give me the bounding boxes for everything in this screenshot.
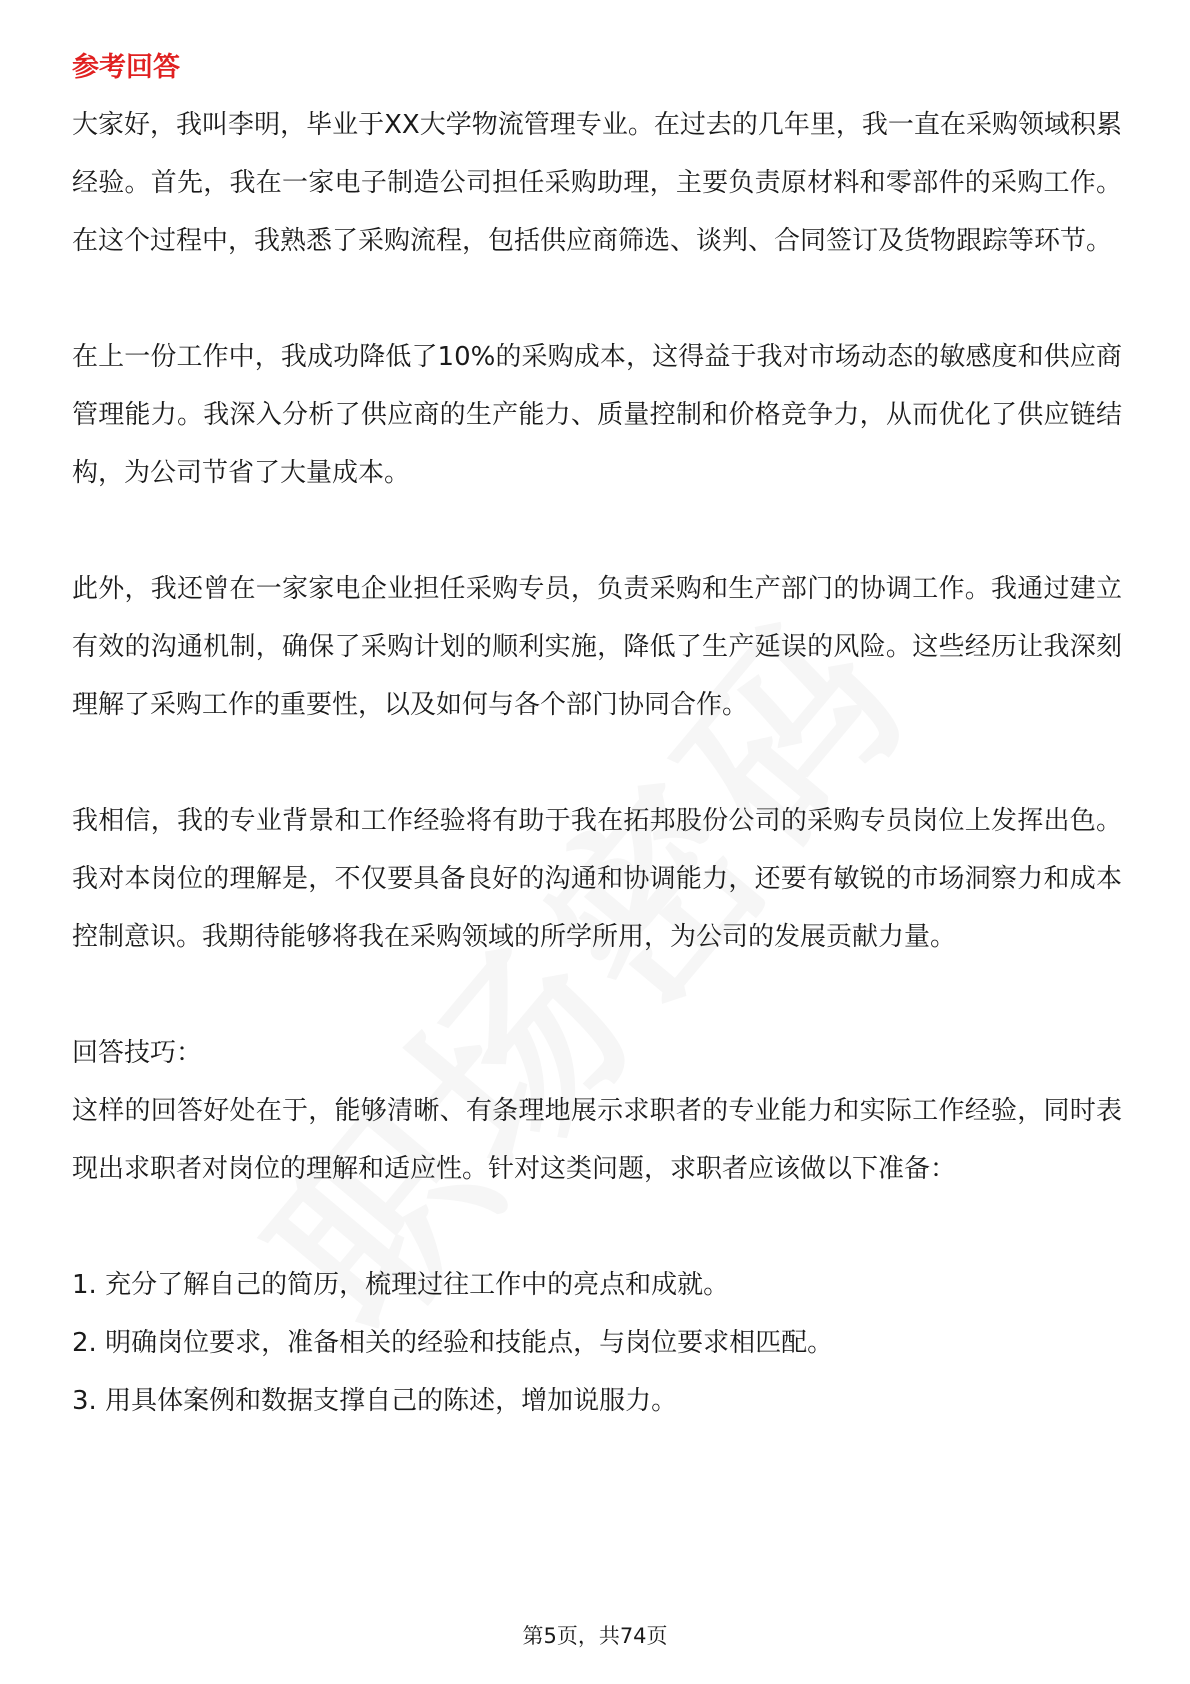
paragraph-gap	[72, 966, 1122, 1024]
tips-intro: 这样的回答好处在于，能够清晰、有条理地展示求职者的专业能力和实际工作经验，同时表现出求职者对岗位的理解和适应性。针对这类问题，求职者应该做以下准备：	[72, 1096, 1122, 1184]
document-content	[72, 48, 1122, 1430]
paragraph-gap	[72, 734, 1122, 792]
tips-title: 回答技巧：	[72, 1038, 203, 1068]
paragraph-intro: 大家好，我叫李明，毕业于XX大学物流管理专业。在过去的几年里，我一直在采购领域积累经验。首先，我在一家电子制造公司担任采购助理，主要负责原材料和零部件的采购工作。在这个过程中，我熟悉了采购流程，包括供应商筛选、谈判、合同签订及货物跟踪等环节。	[72, 110, 1122, 256]
page-number: 第5页，共74页	[522, 1624, 668, 1648]
section-heading: 参考回答	[72, 52, 180, 83]
list-item: 1. 充分了解自己的简历，梳理过往工作中的亮点和成就。	[72, 1270, 730, 1300]
paragraph-gap	[72, 270, 1122, 328]
list-item: 2. 明确岗位要求，准备相关的经验和技能点，与岗位要求相匹配。	[72, 1328, 834, 1358]
paragraph-experience: 此外，我还曾在一家家电企业担任采购专员，负责采购和生产部门的协调工作。我通过建立有效的沟通机制，确保了采购计划的顺利实施，降低了生产延误的风险。这些经历让我深刻理解了采购工作的重要性，以及如何与各个部门协同合作。	[72, 574, 1122, 720]
paragraph-gap	[72, 502, 1122, 560]
paragraph-gap	[72, 1198, 1122, 1256]
paragraph-conclusion: 我相信，我的专业背景和工作经验将有助于我在拓邦股份公司的采购专员岗位上发挥出色。我对本岗位的理解是，不仅要具备良好的沟通和协调能力，还要有敏锐的市场洞察力和成本控制意识。我期待能够将我在采购领域的所学所用，为公司的发展贡献力量。	[72, 806, 1122, 952]
paragraph-achievement: 在上一份工作中，我成功降低了10%的采购成本，这得益于我对市场动态的敏感度和供应商管理能力。我深入分析了供应商的生产能力、质量控制和价格竞争力，从而优化了供应链结构，为公司节省了大量成本。	[72, 342, 1122, 488]
list-item: 3. 用具体案例和数据支撑自己的陈述，增加说服力。	[72, 1386, 678, 1416]
